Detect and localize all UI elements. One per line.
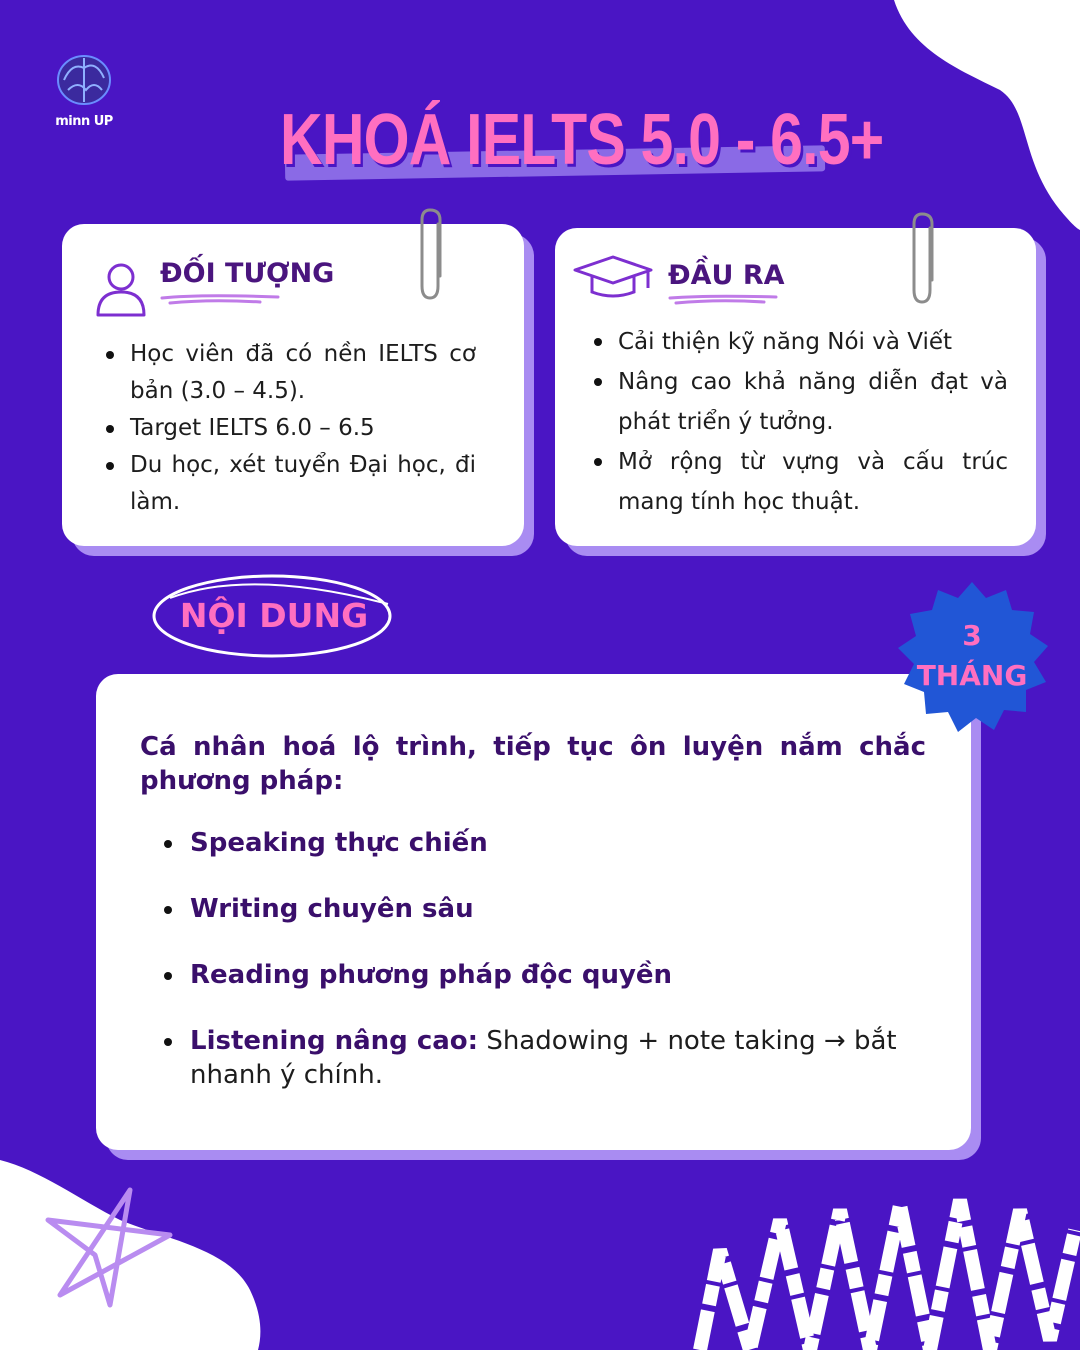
list-item: Du học, xét tuyển Đại học, đi làm. [104,447,476,521]
content-label-text: NỘI DUNG [179,596,369,635]
decor-blob-top-right [880,0,1080,240]
logo-text: minn UP [55,114,113,129]
item-detail: Shadowing + note taking → bắt nhanh ý chính. [190,1026,897,1090]
list-item [162,1024,926,1092]
outcome-list [592,322,1008,522]
content-intro: Cá nhân hoá lộ trình, tiếp tục ôn luyện nắm chắc phương pháp: [140,732,926,796]
list-item: Nâng cao khả năng diễn đạt và phát triển ý tưởng. [592,362,1008,442]
paperclip-icon [418,206,446,302]
page-title: KHOÁ IELTS 5.0 - 6.5+ [280,100,884,180]
title-scribble [160,292,280,306]
badge-unit: THÁNG [916,659,1028,692]
zigzag-doodle [690,1190,1080,1350]
content-label [150,568,398,662]
brand-logo [52,50,116,134]
brain-icon [52,50,116,114]
star-doodle-icon [40,1185,190,1315]
target-card-title: ĐỐI TƯỢNG [160,258,335,289]
graduation-cap-icon [572,254,654,300]
paperclip-icon [910,210,938,306]
item-label: Listening nâng cao: [190,1026,479,1056]
list-item [162,826,926,860]
item-label: Writing chuyên sâu [190,894,474,924]
list-item [162,892,926,926]
target-list [104,336,476,521]
item-label: Reading phương pháp độc quyền [190,960,673,990]
title-block [280,92,884,192]
list-item: Target IELTS 6.0 – 6.5 [104,410,476,447]
content-list [162,826,926,1124]
item-label: Speaking thực chiến [190,828,488,858]
title-scribble [668,292,778,306]
list-item: Mở rộng từ vựng và cấu trúc mang tính học thuật. [592,442,1008,522]
list-item [162,958,926,992]
user-icon [94,260,148,318]
list-item: Học viên đã có nền IELTS cơ bản (3.0 – 4.5). [104,336,476,410]
duration-badge [892,578,1052,738]
outcome-card-title: ĐẦU RA [668,260,785,291]
badge-number: 3 [962,619,982,652]
list-item: Cải thiện kỹ năng Nói và Viết [592,322,1008,362]
